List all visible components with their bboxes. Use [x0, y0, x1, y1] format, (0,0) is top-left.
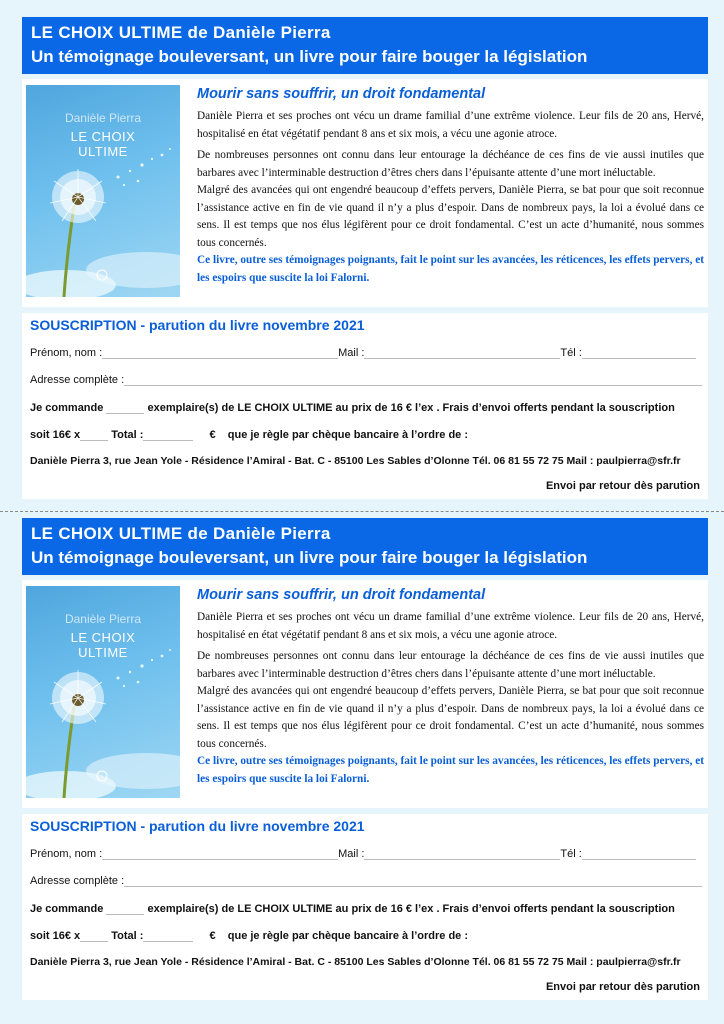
address-field[interactable]: [124, 373, 702, 386]
total-label: Total :: [111, 429, 144, 441]
cover-title: [26, 129, 180, 159]
paragraph-2: De nombreuses personnes ont connu dans leur entourage la déchéance de ces fins de vie aussi inutiles que barbares avec l’interminable destruction d’êtres chers dans l’épuisante attente d’une mort inéluctable.: [197, 650, 704, 680]
postal-address: Danièle Pierra 3, rue Jean Yole - Résidence l’Amiral - Bat. C - 85100 Les Sables d’Olonne Tél. 06 81 55 72 75 Mail : paulpierra@sfr.fr: [30, 455, 681, 467]
total-row: [30, 428, 468, 441]
address-row: [30, 874, 702, 887]
currency-symbol: €: [209, 930, 216, 942]
content-panel: [22, 580, 708, 808]
quantity-field[interactable]: [106, 902, 144, 915]
name-field[interactable]: [102, 847, 338, 860]
mail-field[interactable]: [364, 847, 560, 860]
article-heading: Mourir sans souffrir, un droit fondamental: [197, 86, 486, 102]
order-suffix: exemplaire(s) de LE CHOIX ULTIME au prix de 16 € l’ex . Frais d’envoi offerts pendant la souscription: [147, 903, 675, 915]
address-label: Adresse complète :: [30, 374, 125, 386]
banner-subtitle: Un témoignage bouleversant, un livre pour faire bouger la législation: [31, 47, 588, 66]
total-field[interactable]: [143, 428, 193, 441]
paragraph-1: Danièle Pierra et ses proches ont vécu un drame familial d’une extrême violence. Leur fils de 20 ans, Hervé, hospitalisé en état végétatif pendant 8 ans et six mois, a vécu une agonie atroce.: [197, 110, 704, 140]
order-row: [30, 401, 675, 414]
order-prefix: Je commande: [30, 903, 104, 915]
order-row: [30, 902, 675, 915]
shipping-note: Envoi par retour dès parution: [545, 981, 700, 993]
cover-title: [26, 630, 180, 660]
subscription-form: [22, 814, 708, 1000]
address-label: Adresse complète :: [30, 875, 125, 887]
cover-title-line1: LE CHOIX: [70, 129, 136, 144]
cut-line: [0, 511, 724, 512]
paragraph-2: De nombreuses personnes ont connu dans leur entourage la déchéance de ces fins de vie aussi inutiles que barbares avec l’interminable destruction d’êtres chers dans l’épuisante attente d’une mort inéluctable.: [197, 149, 704, 179]
name-label: Prénom, nom :: [30, 848, 103, 860]
subscription-form: [22, 313, 708, 499]
book-cover: [26, 85, 180, 297]
cover-title-line2: ULTIME: [78, 144, 128, 159]
paragraph-3: Malgré des avancées qui ont engendré beaucoup d’effets pervers, Danièle Pierra, se bat pour que soit reconnue l’assistance active en fin de vie quand il n’y a plus d’espoir. Dans de nombreux pays, la loi a évolué dans ce sens. Il est temps que nos élus légifèrent pour ce droit fondamental. C’est un acte d’humanité, nous sommes tous concernés.: [197, 184, 704, 249]
form-title: SOUSCRIPTION - parution du livre novembre 2021: [30, 818, 365, 834]
contact-row: [30, 847, 696, 860]
title-banner: [22, 518, 708, 575]
currency-symbol: €: [209, 429, 216, 441]
cover-author: Danièle Pierra: [64, 612, 142, 626]
banner-subtitle: Un témoignage bouleversant, un livre pour faire bouger la législation: [31, 548, 588, 567]
quantity-multiplier-field[interactable]: [80, 929, 108, 942]
order-suffix: exemplaire(s) de LE CHOIX ULTIME au prix de 16 € l’ex . Frais d’envoi offerts pendant la souscription: [147, 402, 675, 414]
soit-label: soit 16€ x: [30, 930, 81, 942]
soit-label: soit 16€ x: [30, 429, 81, 441]
order-prefix: Je commande: [30, 402, 104, 414]
article-text: [197, 584, 704, 792]
tel-field[interactable]: [582, 346, 696, 359]
postal-address: Danièle Pierra 3, rue Jean Yole - Résidence l’Amiral - Bat. C - 85100 Les Sables d’Olonne Tél. 06 81 55 72 75 Mail : paulpierra@sfr.fr: [30, 956, 681, 968]
tel-label: Tél :: [560, 347, 582, 359]
mail-label: Mail :: [338, 347, 365, 359]
total-label: Total :: [111, 930, 144, 942]
book-cover: [26, 586, 180, 798]
article-text: [197, 83, 704, 291]
total-field[interactable]: [143, 929, 193, 942]
contact-row: [30, 346, 696, 359]
cover-author: Danièle Pierra: [64, 111, 142, 125]
mail-label: Mail :: [338, 848, 365, 860]
payment-text: que je règle par chèque bancaire à l’ordre de :: [227, 429, 469, 441]
cover-title-line1: LE CHOIX: [70, 630, 136, 645]
title-banner: [22, 17, 708, 74]
article-heading: Mourir sans souffrir, un droit fondamental: [197, 587, 486, 603]
payment-text: que je règle par chèque bancaire à l’ordre de :: [227, 930, 469, 942]
name-label: Prénom, nom :: [30, 347, 103, 359]
banner-title: LE CHOIX ULTIME de Danièle Pierra: [31, 23, 331, 42]
paragraph-4: Ce livre, outre ses témoignages poignants, fait le point sur les avancées, les réticences, les effets pervers, et les espoirs que suscite la loi Falorni.: [197, 755, 704, 785]
address-field[interactable]: [124, 874, 702, 887]
cover-title-line2: ULTIME: [78, 645, 128, 660]
tel-label: Tél :: [560, 848, 582, 860]
paragraph-4: Ce livre, outre ses témoignages poignants, fait le point sur les avancées, les réticences, les effets pervers, et les espoirs que suscite la loi Falorni.: [197, 254, 704, 284]
tel-field[interactable]: [582, 847, 696, 860]
paragraph-1: Danièle Pierra et ses proches ont vécu un drame familial d’une extrême violence. Leur fils de 20 ans, Hervé, hospitalisé en état végétatif pendant 8 ans et six mois, a vécu une agonie atroce.: [197, 611, 704, 641]
paragraph-3: Malgré des avancées qui ont engendré beaucoup d’effets pervers, Danièle Pierra, se bat pour que soit reconnue l’assistance active en fin de vie quand il n’y a plus d’espoir. Dans de nombreux pays, la loi a évolué dans ce sens. Il est temps que nos élus légifèrent pour ce droit fondamental. C’est un acte d’humanité, nous sommes tous concernés.: [197, 685, 704, 750]
quantity-multiplier-field[interactable]: [80, 428, 108, 441]
total-row: [30, 929, 468, 942]
mail-field[interactable]: [364, 346, 560, 359]
name-field[interactable]: [102, 346, 338, 359]
form-title: SOUSCRIPTION - parution du livre novembre 2021: [30, 317, 365, 333]
address-row: [30, 373, 702, 386]
content-panel: [22, 79, 708, 307]
shipping-note: Envoi par retour dès parution: [545, 480, 700, 492]
banner-title: LE CHOIX ULTIME de Danièle Pierra: [31, 524, 331, 543]
quantity-field[interactable]: [106, 401, 144, 414]
